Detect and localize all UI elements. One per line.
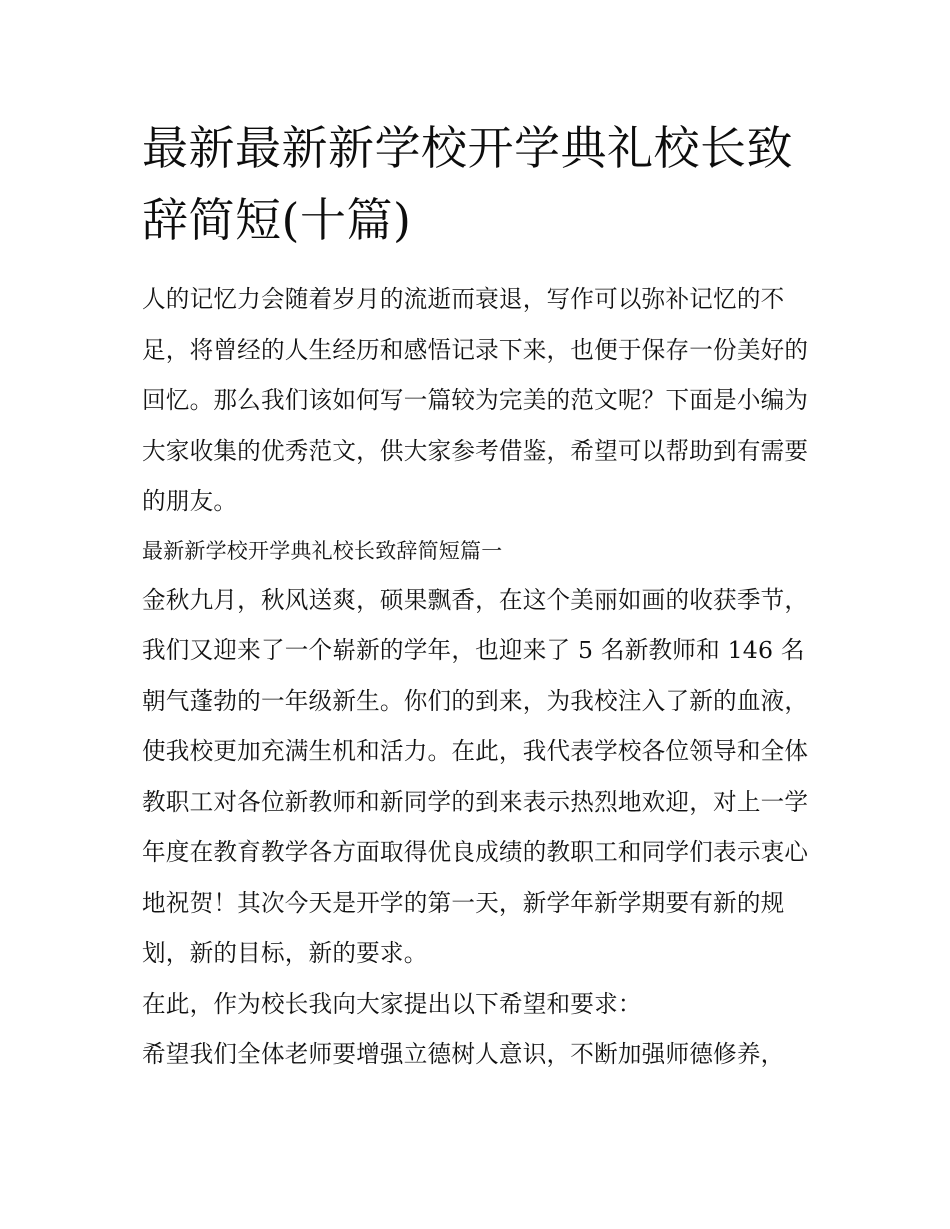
body-paragraph: 希望我们全体老师要增强立德树人意识，不断加强师德修养， [142, 1040, 785, 1068]
document-title: 最新最新新学校开学典礼校长致辞简短(十篇) [142, 121, 793, 247]
body-paragraph: 金秋九月，秋风送爽，硕果飘香，在这个美丽如画的收获季节，我们又迎来了一个崭新的学年，也迎来了 5 名新教师和 146 名朝气蓬勃的一年级新生。你们的到来，为我校注入了新的血液，使我校更加充满生机和活力。在此，我代表学校各位领导和全体教职工对各位新教师和新同学的到来表示热烈地欢迎，对上一学年度在教育教学各方面取得优良成绩的教职工和同学们表示衷心地祝贺！其次今天是开学的第一天，新学年新学期要有新的规划，新的目标，新的要求。 [142, 585, 809, 967]
section-heading: 最新新学校开学典礼校长致辞简短篇一 [142, 538, 503, 563]
title-spacer [142, 256, 814, 274]
document-body [142, 112, 814, 1080]
body-paragraph: 在此，作为校长我向大家提出以下希望和要求： [142, 989, 642, 1018]
intro-paragraph: 人的记忆力会随着岁月的流逝而衰退，写作可以弥补记忆的不足，将曾经的人生经历和感悟记录下来，也便于保存一份美好的回忆。那么我们该如何写一篇较为完美的范文呢？下面是小编为大家收集的优秀范文，供大家参考借鉴，希望可以帮助到有需要的朋友。 [142, 285, 809, 515]
